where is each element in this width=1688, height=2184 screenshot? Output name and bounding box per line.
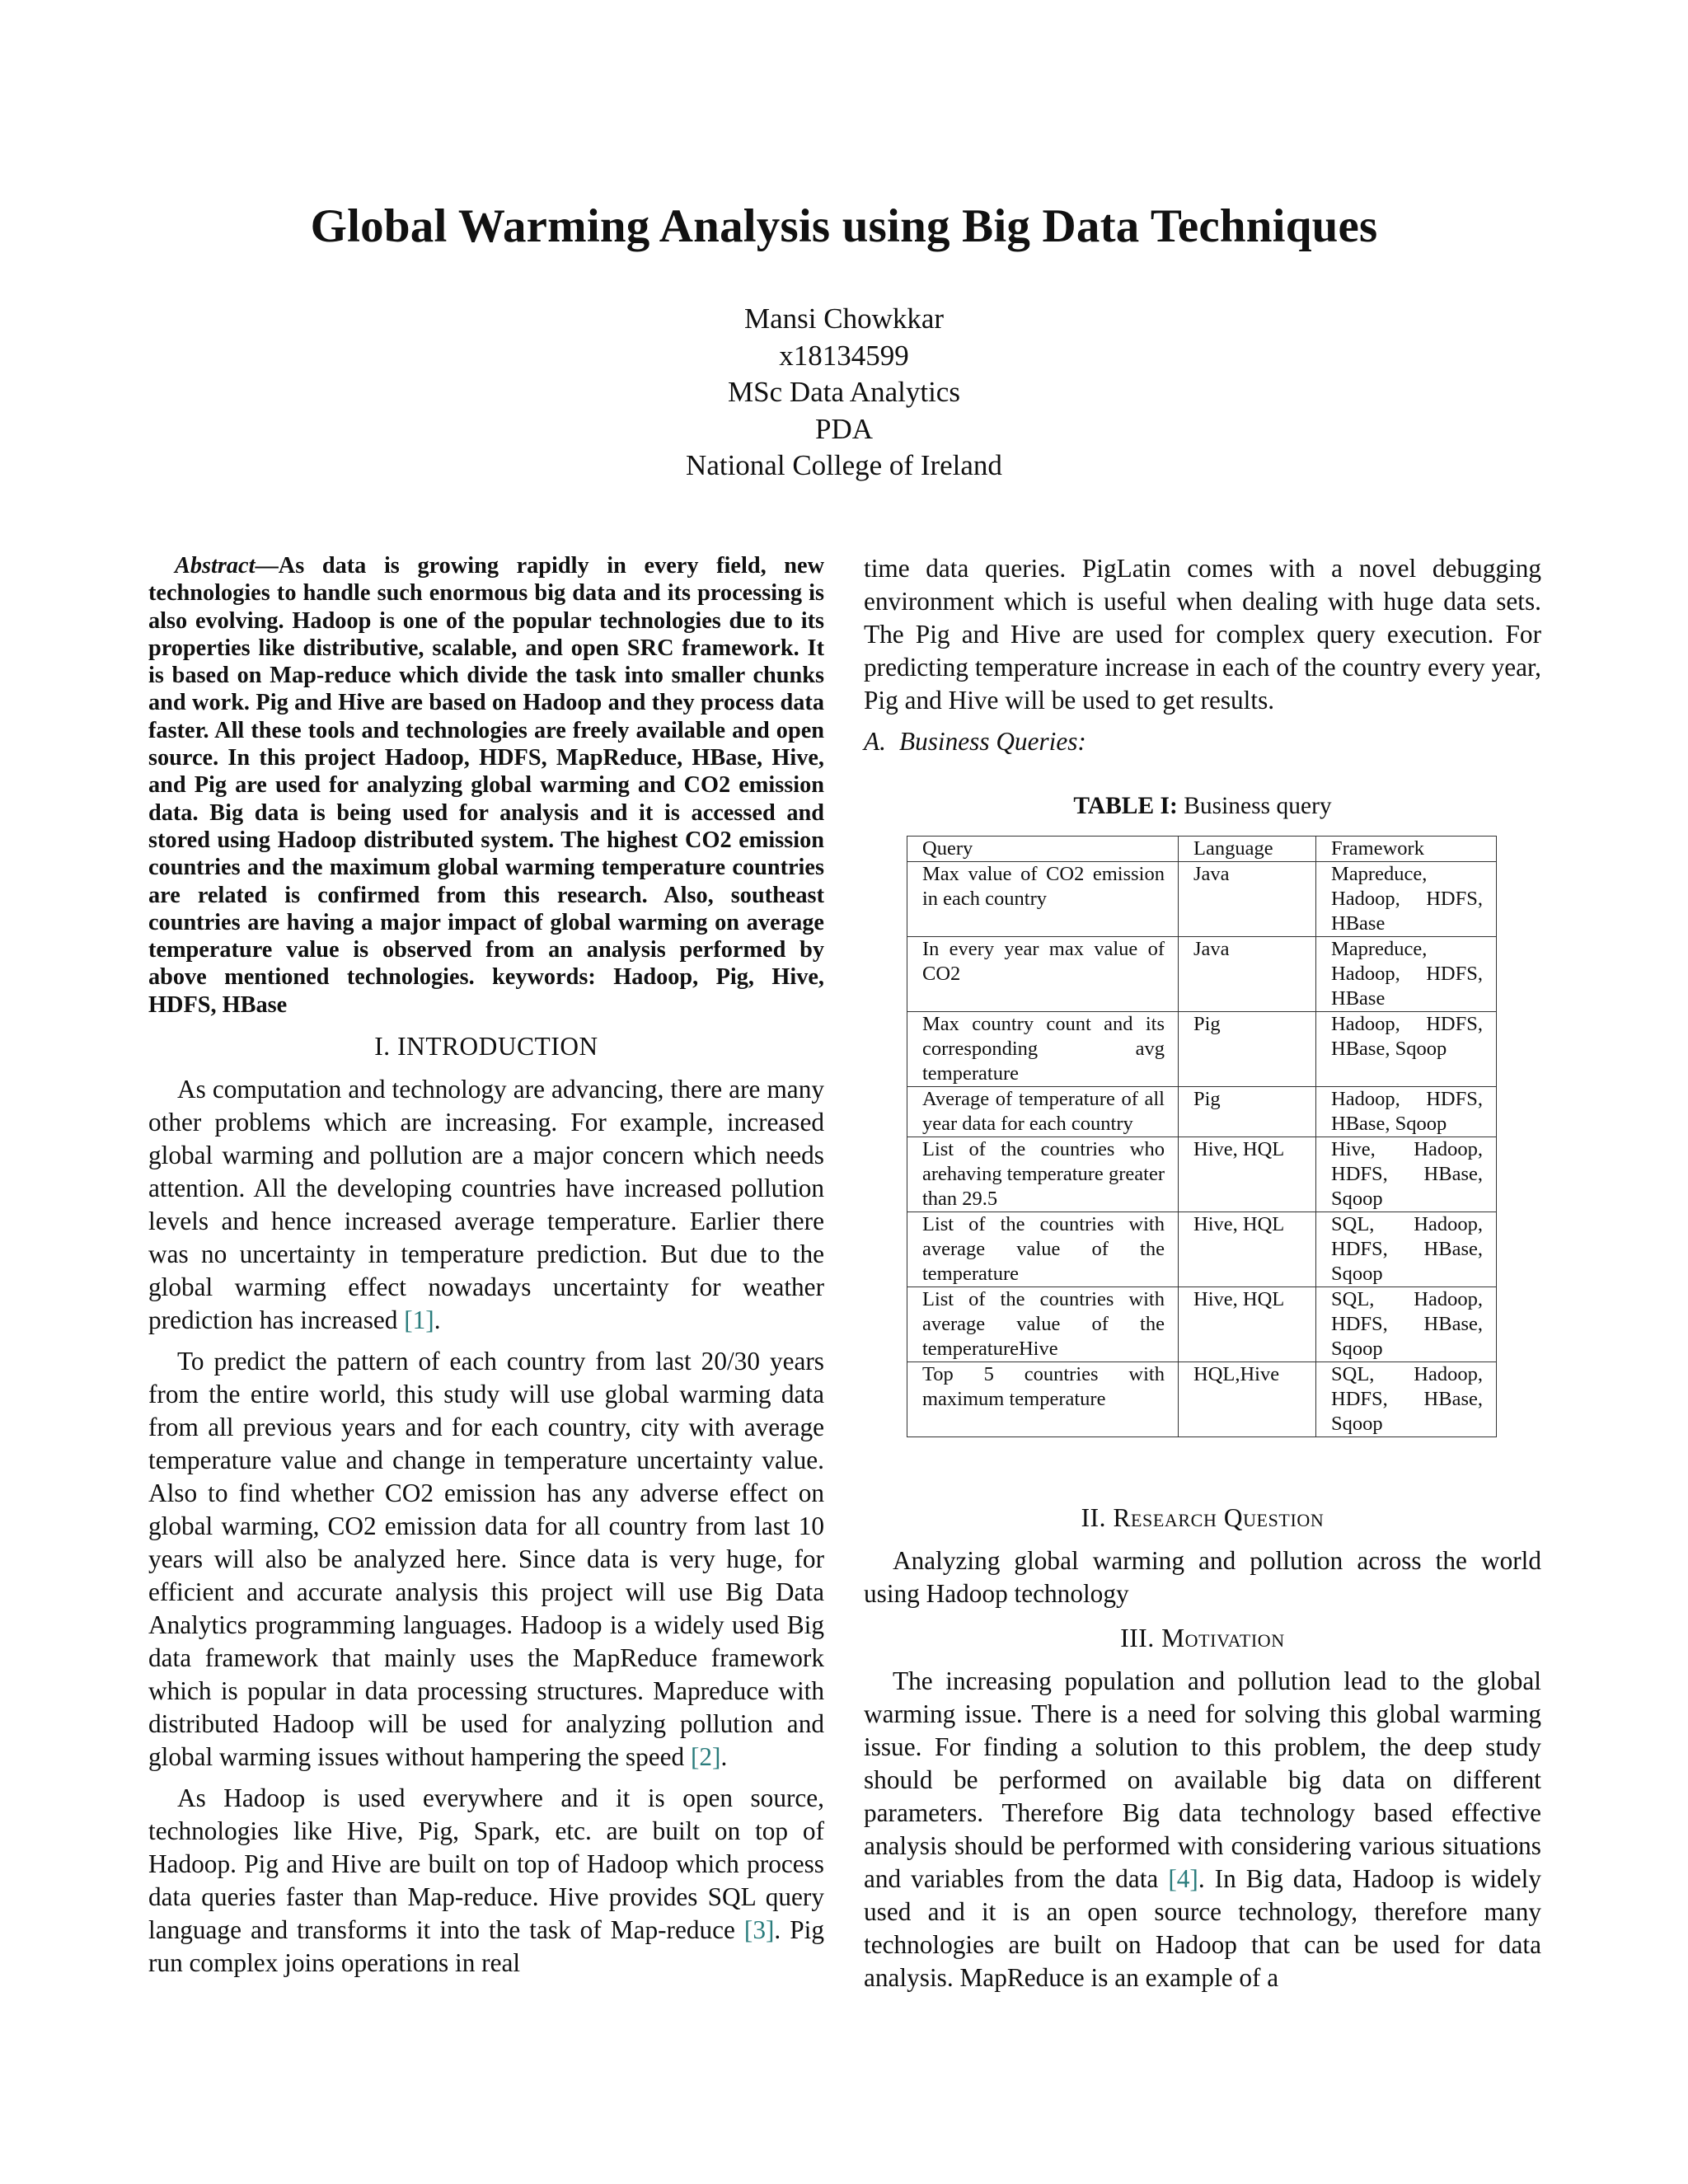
intro-paragraph-2-text: To predict the pattern of each country from last 20/30 years from the entire world, this study will use global warming data from all previous years and for each country, city with average temperature value and change in temperature uncertainty value. Also to find whether CO2 emission has any adverse effect on global warming, CO2 emission data for all country from last 10 years will also be analyzed here. Since data is very huge, for efficient and accurate analysis this project will use Big Data Analytics programming languages. Hadoop is a widely used Big data framework that mainly uses the MapReduce framework which is popular in data processing structures. Mapreduce with distributed Hadoop will be used for analyzing pollution and global warming issues without hampering the speed bbox=[148, 1347, 824, 1772]
author-block bbox=[0, 301, 1688, 485]
table-cell-query: Max value of CO2 emission in each country bbox=[907, 862, 1179, 937]
citation-link-4[interactable]: [4] bbox=[1168, 1864, 1198, 1893]
section-title: Motivation bbox=[1161, 1624, 1285, 1652]
table-caption bbox=[864, 790, 1541, 823]
table-cell-query: Top 5 countries with maximum temperature bbox=[907, 1362, 1179, 1437]
table-row bbox=[907, 1087, 1497, 1137]
table-cell-language: Java bbox=[1179, 937, 1316, 1012]
abstract-text: As data is growing rapidly in every field, new technologies to handle such enormous big data and its processing is also evolving. Hadoop is one of the popular technologies due to its properties like distributive, scalable, and open SRC framework. It is based on Map-reduce which divide the task into smaller chunks and work. Pig and Hive are based on Hadoop and they process data faster. All these tools and technologies are freely available and open source. In this project Hadoop, HDFS, MapReduce, HBase, Hive, and Pig are used for analyzing global warming and CO2 emission data. Big data is being used for analysis and it is accessed and stored using Hadoop distributed system. The highest CO2 emission countries and the maximum global warming temperature countries are related is confirmed from this research. Also, southeast countries are having a major impact of global warming on average temperature value is observed from an analysis performed by above mentioned technologies. keywords: Hadoop, Pig, Hive, HDFS, HBase bbox=[148, 553, 824, 1018]
author-course: PDA bbox=[814, 412, 874, 445]
table-cell-query: List of the countries who arehaving temperature greater than 29.5 bbox=[907, 1137, 1179, 1212]
intro-paragraph-3 bbox=[148, 1782, 824, 1980]
subsection-title: Business Queries: bbox=[898, 727, 1086, 756]
column-header-query: Query bbox=[907, 837, 1179, 862]
research-question-paragraph: Analyzing global warming and pollution across the world using Hadoop technology bbox=[864, 1546, 1541, 1608]
table-cell-language: Hive, HQL bbox=[1179, 1137, 1316, 1212]
table-cell-framework: Hadoop, HDFS, HBase, Sqoop bbox=[1316, 1012, 1497, 1087]
table-row bbox=[907, 937, 1497, 1012]
column-header-language: Language bbox=[1179, 837, 1316, 862]
table-cell-framework: Mapreduce, Hadoop, HDFS, HBase bbox=[1316, 862, 1497, 937]
paper-title: Global Warming Analysis using Big Data Techniques bbox=[310, 200, 1378, 252]
author-affiliation: National College of Ireland bbox=[686, 449, 1002, 481]
motivation-paragraph bbox=[864, 1665, 1541, 1994]
table-cell-framework: SQL, Hadoop, HDFS, HBase, Sqoop bbox=[1316, 1212, 1497, 1287]
table-cell-framework: Hive, Hadoop, HDFS, HBase, Sqoop bbox=[1316, 1137, 1497, 1212]
subsection-heading-business-queries bbox=[864, 725, 1541, 758]
author-program: MSc Data Analytics bbox=[728, 376, 960, 408]
table-cell-query: In every year max value of CO2 bbox=[907, 937, 1179, 1012]
table-cell-framework: Hadoop, HDFS, HBase, Sqoop bbox=[1316, 1087, 1497, 1137]
section-heading-introduction: I. INTRODUCTION bbox=[374, 1032, 598, 1062]
intro-paragraph-3-end: . Pig run complex joins operations in real bbox=[148, 1915, 824, 1978]
motivation-paragraph-end: . In Big data, Hadoop is widely used and it is an open source technology, therefore many technologies are built on Hadoop that can be used for data analysis. MapReduce is an example of a bbox=[864, 1864, 1542, 1992]
table-cell-language: HQL,Hive bbox=[1179, 1362, 1316, 1437]
motivation-paragraph-text: The increasing population and pollution lead to the global warming issue. There is a need for solving this global warming issue. For finding a solution to this problem, the deep study should be performed on available big data on different parameters. Therefore Big data technology based effective analysis should be performed with considering various situations and variables from the data bbox=[864, 1666, 1541, 1893]
subsection-number: A. bbox=[864, 727, 886, 756]
table-row bbox=[907, 1137, 1497, 1212]
citation-link-2[interactable]: [2] bbox=[690, 1742, 721, 1772]
column-header-framework: Framework bbox=[1316, 837, 1497, 862]
left-column bbox=[148, 552, 824, 1988]
intro-paragraph-1 bbox=[148, 1073, 824, 1337]
table-cell-query: List of the countries with average value of the temperature bbox=[907, 1212, 1179, 1287]
table-cell-language: Java bbox=[1179, 862, 1316, 937]
table-cell-framework: Mapreduce, Hadoop, HDFS, HBase bbox=[1316, 937, 1497, 1012]
business-query-table bbox=[907, 836, 1497, 1437]
table-row bbox=[907, 862, 1497, 937]
author-id: x18134599 bbox=[779, 339, 909, 372]
section-spacer bbox=[864, 1437, 1541, 1490]
table-caption-label: TABLE I: bbox=[1073, 793, 1178, 819]
intro-paragraph-1-end: . bbox=[434, 1305, 441, 1335]
section-heading-motivation bbox=[864, 1622, 1541, 1655]
table-row bbox=[907, 1212, 1497, 1287]
section-heading-research-question bbox=[864, 1502, 1541, 1535]
right-column bbox=[864, 552, 1541, 2003]
table-cell-language: Hive, HQL bbox=[1179, 1212, 1316, 1287]
table-cell-language: Pig bbox=[1179, 1012, 1316, 1087]
table-cell-language: Hive, HQL bbox=[1179, 1287, 1316, 1362]
author-name: Mansi Chowkkar bbox=[743, 302, 945, 335]
intro-paragraph-3-text: As Hadoop is used everywhere and it is open source, technologies like Hive, Pig, Spark, etc. are built on top of Hadoop. Pig and Hive are built on top of Hadoop which process data queries faster than Map-reduce. Hive provides SQL query language and transforms it into the task of Map-reduce bbox=[148, 1783, 824, 1945]
table-row bbox=[907, 1362, 1497, 1437]
abstract-dash: — bbox=[255, 553, 279, 579]
table-cell-framework: SQL, Hadoop, HDFS, HBase, Sqoop bbox=[1316, 1362, 1497, 1437]
section-number: II. bbox=[1081, 1503, 1107, 1532]
abstract-label: Abstract bbox=[175, 553, 256, 579]
citation-link-1[interactable]: [1] bbox=[404, 1305, 434, 1335]
table-cell-language: Pig bbox=[1179, 1087, 1316, 1137]
intro-paragraph-2-end: . bbox=[720, 1742, 728, 1772]
table-cell-query: Average of temperature of all year data for each country bbox=[907, 1087, 1179, 1137]
intro-continued-paragraph: time data queries. PigLatin comes with a novel debugging environment which is useful when dealing with huge data sets. The Pig and Hive are used for complex query execution. For predicting temperature increase in each of the country every year, Pig and Hive will be used to get results. bbox=[864, 554, 1541, 715]
table-cell-framework: SQL, Hadoop, HDFS, HBase, Sqoop bbox=[1316, 1287, 1497, 1362]
citation-link-3[interactable]: [3] bbox=[743, 1915, 775, 1945]
table-cell-query: List of the countries with average value of the temperatureHive bbox=[907, 1287, 1179, 1362]
intro-paragraph-1-text: As computation and technology are advancing, there are many other problems which are increasing. For example, increased global warming and pollution are a major concern which needs attention. All the developing countries have increased pollution levels and hence increased average temperature. Earlier there was no uncertainty in temperature prediction. But due to the global warming effect nowadays uncertainty for weather prediction has increased bbox=[148, 1075, 824, 1335]
table-row bbox=[907, 1012, 1497, 1087]
intro-paragraph-2 bbox=[148, 1345, 824, 1774]
table-cell-query: Max country count and its corresponding avg temperature bbox=[907, 1012, 1179, 1087]
abstract bbox=[148, 552, 824, 1019]
section-number: III. bbox=[1120, 1624, 1155, 1652]
section-title: Research Question bbox=[1113, 1503, 1325, 1532]
table-header-row bbox=[907, 837, 1497, 862]
table-caption-text: Business query bbox=[1184, 793, 1332, 819]
table-row bbox=[907, 1287, 1497, 1362]
